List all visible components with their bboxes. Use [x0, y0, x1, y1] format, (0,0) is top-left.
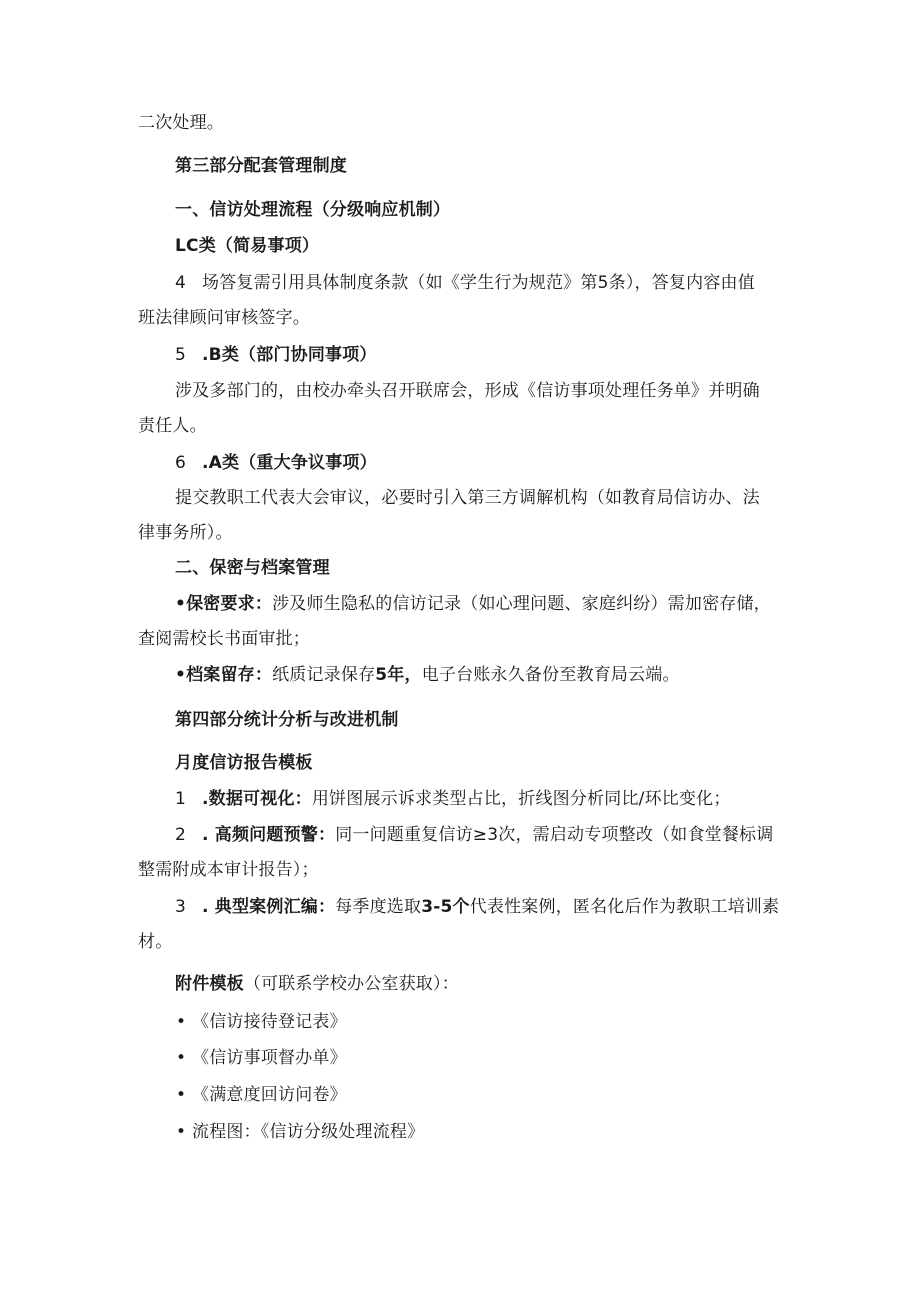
- class-b-paragraph-cont: 责任人。: [138, 416, 207, 436]
- class-c-paragraph-cont: 班法律顾问审核签字。: [138, 308, 310, 328]
- class-a-paragraph-cont: 律事务所）。: [138, 523, 233, 543]
- paragraph-continuation: 二次处理。: [138, 113, 224, 133]
- part-three-heading: 第三部分配套管理制度: [175, 156, 347, 176]
- bullet-icon: •: [176, 1012, 187, 1032]
- class-a-paragraph: 提交教职工代表大会审议，必要时引入第三方调解机构（如教育局信访办、法: [175, 488, 760, 508]
- bullet-icon: •: [176, 1048, 187, 1068]
- class-c-paragraph: 4 场答复需引用具体制度条款（如《学生行为规范》第5条），答复内容由值: [175, 273, 755, 293]
- confidentiality-item: •保密要求：涉及师生隐私的信访记录（如心理问题、家庭纠纷）需加密存储，: [175, 594, 771, 614]
- archive-item: •档案留存：纸质记录保存5年，电子台账永久备份至教育局云端。: [175, 665, 680, 685]
- report-item-cases-cont: 材。: [138, 932, 173, 952]
- attachment-item-registration-form: 《信访接待登记表》: [192, 1012, 347, 1032]
- class-a-heading: 6 .A类（重大争议事项）: [175, 453, 377, 473]
- part-four-heading: 第四部分统计分析与改进机制: [175, 710, 399, 730]
- attachment-item-supervision-form: 《信访事项督办单》: [192, 1048, 347, 1068]
- attachment-item-flowchart: 流程图：《信访分级处理流程》: [192, 1122, 425, 1142]
- class-b-heading: 5 .B类（部门协同事项）: [175, 345, 377, 365]
- report-item-warning-cont: 整需附成本审计报告）；: [138, 860, 319, 880]
- section-one-heading: 一、信访处理流程（分级响应机制）: [175, 200, 451, 220]
- class-c-heading: LC类（简易事项）: [175, 236, 320, 256]
- report-item-visualization: 1 .数据可视化：用饼图展示诉求类型占比，折线图分析同比/环比变化；: [175, 789, 731, 809]
- monthly-report-heading: 月度信访报告模板: [175, 753, 313, 773]
- confidentiality-item-cont: 查阅需校长书面审批；: [138, 629, 310, 649]
- report-item-warning: 2 . 高频问题预警：同一问题重复信访≥3次，需启动专项整改（如食堂餐标调: [175, 825, 774, 845]
- attachment-item-satisfaction-survey: 《满意度回访问卷》: [192, 1085, 347, 1105]
- class-b-paragraph: 涉及多部门的，由校办牵头召开联席会，形成《信访事项处理任务单》并明确: [175, 381, 760, 401]
- report-item-cases: 3 . 典型案例汇编：每季度选取3-5个代表性案例，匿名化后作为教职工培训素: [175, 897, 780, 917]
- bullet-icon: •: [176, 1085, 187, 1105]
- section-two-heading: 二、保密与档案管理: [175, 558, 330, 578]
- bullet-icon: •: [176, 1122, 187, 1142]
- attachments-heading: 附件模板（可联系学校办公室获取）：: [175, 974, 459, 994]
